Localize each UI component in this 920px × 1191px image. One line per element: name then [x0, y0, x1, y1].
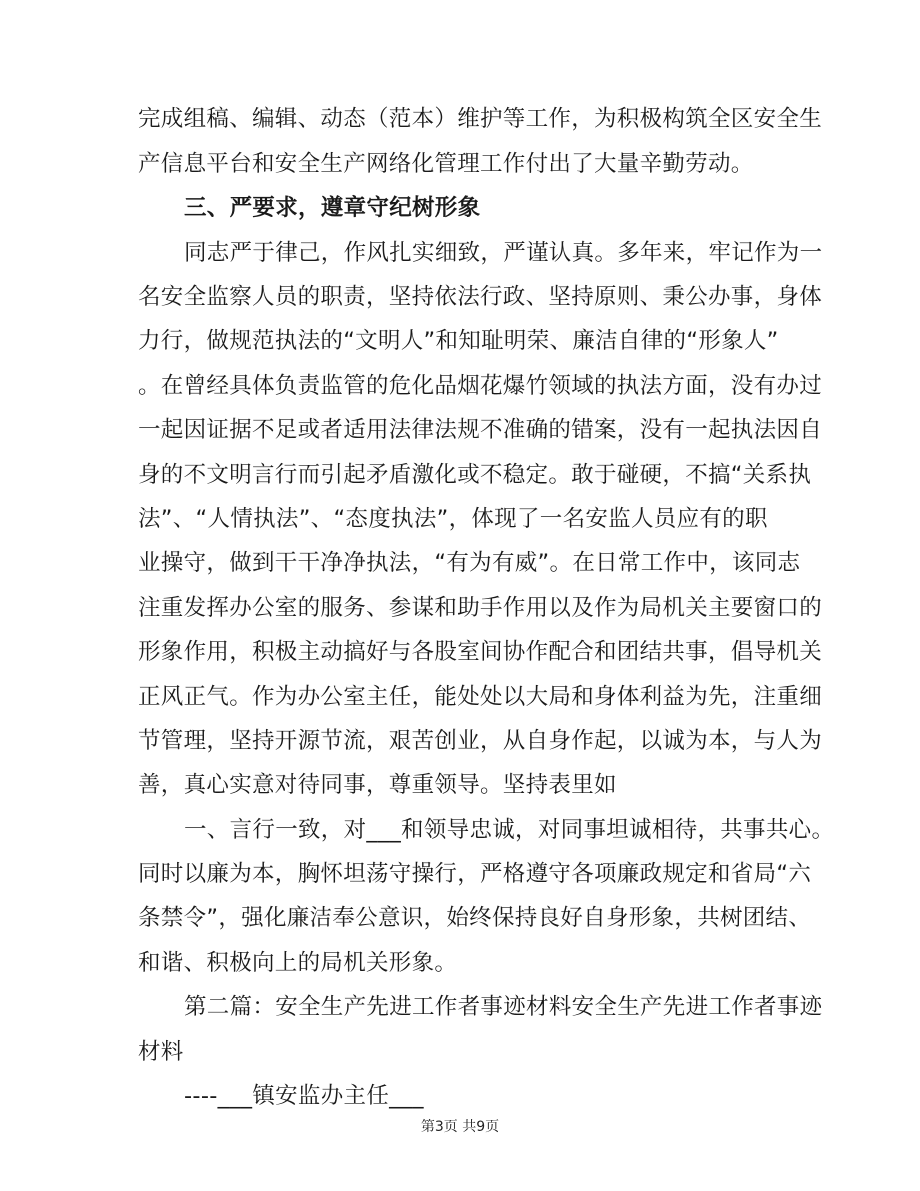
chapter-title-line-2: 材料	[138, 1039, 184, 1065]
body-line-2: 产信息平台和安全生产网络化管理工作付出了大量辛勤劳动。	[138, 151, 754, 177]
body-line-8: 一起因证据不足或者适用法律法规不准确的错案，没有一起执法因自	[138, 417, 823, 443]
body-line-17: 一、言行一致，对___和领导忠诚，对同事坦诚相待，共事共心。	[184, 817, 835, 843]
author-line: ----___镇安监办主任___	[184, 1083, 424, 1109]
page-number-footer: 第3页 共9页	[420, 1119, 500, 1135]
section-heading: 三、严要求，遵章守纪树形象	[184, 195, 481, 221]
body-line-14: 正风正气。作为办公室主任，能处处以大局和身体利益为先，注重细	[138, 684, 823, 710]
body-line-1: 完成组稿、编辑、动态（范本）维护等工作，为积极构筑全区安全生	[138, 106, 823, 132]
body-line-7: 。在曾经具体负责监管的危化品烟花爆竹领域的执法方面，没有办过	[138, 373, 823, 399]
body-line-16: 善，真心实意对待同事，尊重领导。坚持表里如	[138, 772, 617, 798]
body-line-18: 同时以廉为本，胸怀坦荡守操行，严格遵守各项廉政规定和省局“六	[138, 861, 812, 887]
body-line-12: 注重发挥办公室的服务、参谋和助手作用以及作为局机关主要窗口的	[138, 595, 823, 621]
body-line-6: 力行，做规范执法的“文明人”和知耻明荣、廉洁自律的“形象人”	[138, 328, 779, 354]
body-line-11: 业操守，做到干干净净执法，“有为有威”。在日常工作中，该同志	[138, 550, 801, 576]
body-line-19: 条禁令”，强化廉洁奉公意识，始终保持良好自身形象，共树团结、	[138, 905, 812, 931]
body-line-10: 法”、“人情执法”、“态度执法”，体现了一名安监人员应有的职	[138, 506, 768, 532]
body-line-15: 节管理，坚持开源节流，艰苦创业，从自身作起，以诚为本，与人为	[138, 728, 823, 754]
chapter-title-line-1: 第二篇：安全生产先进工作者事迹材料安全生产先进工作者事迹	[184, 994, 823, 1020]
body-line-5: 名安全监察人员的职责，坚持依法行政、坚持原则、秉公办事，身体	[138, 284, 823, 310]
body-line-9: 身的不文明言行而引起矛盾激化或不稳定。敢于碰硬，不搞“关系执	[138, 462, 812, 488]
body-line-13: 形象作用，积极主动搞好与各股室间协作配合和团结共事，倡导机关	[138, 639, 823, 665]
body-line-20: 和谐、积极向上的局机关形象。	[138, 950, 458, 976]
body-line-4: 同志严于律己，作风扎实细致，严谨认真。多年来，牢记作为一	[184, 240, 823, 266]
